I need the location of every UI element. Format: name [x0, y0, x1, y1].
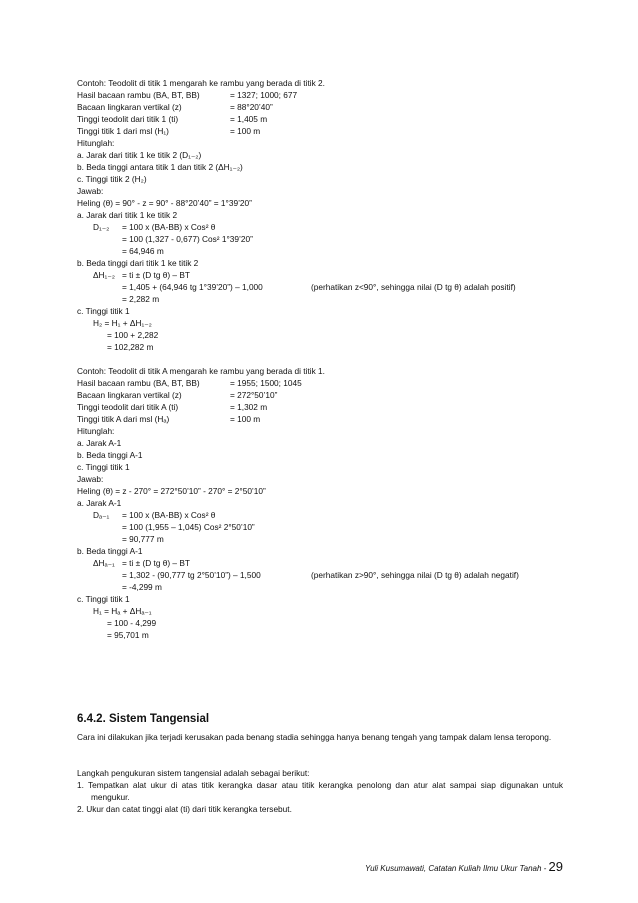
example2-b-note: (perhatikan z>90°, sehingga nilai (D tg θ) adalah negatif)	[311, 570, 519, 580]
example2-param-value: = 272°50’10”	[230, 390, 278, 400]
step-item: 2. Ukur dan catat tinggi alat (ti) dari titik kerangka tersebut.	[77, 804, 292, 814]
example2-b-line: = -4,299 m	[122, 582, 162, 592]
example2-hitunglah: Hitunglah:	[77, 426, 115, 436]
example2-task: b. Beda tinggi A-1	[77, 450, 143, 460]
example2-b-line: = ti ± (D tg θ) – BT	[122, 558, 190, 568]
page-footer	[365, 859, 563, 874]
example1-param-label: Tinggi teodolit dari titik 1 (ti)	[77, 114, 179, 124]
example2-c-line: = 100 - 4,299	[107, 618, 157, 628]
example2-b-label: ΔHₐ₋₁	[93, 558, 115, 568]
example1-b-label: ΔH₁₋₂	[93, 270, 115, 280]
example2-intro: Contoh: Teodolit di titik A mengarah ke rambu yang berada di titik 1.	[77, 366, 325, 376]
example1-c-line: = 102,282 m	[107, 342, 154, 352]
example2-param-label: Hasil bacaan rambu (BA, BT, BB)	[77, 378, 200, 388]
example2-task: c. Tinggi titik 1	[77, 462, 130, 472]
example2-b-title: b. Beda tinggi A-1	[77, 546, 143, 556]
example1-a-line: = 100 x (BA-BB) x Cos² θ	[122, 222, 216, 232]
example1-b-note: (perhatikan z<90°, sehingga nilai (D tg θ) adalah positif)	[311, 282, 516, 292]
example1-b-line: = ti ± (D tg θ) – BT	[122, 270, 190, 280]
example1-a-label: D₁₋₂	[93, 222, 110, 232]
step-item: 1. Tempatkan alat ukur di atas titik kerangka dasar atau titik kerangka penolong dan atur alat sampai siap digunakan untuk mengukur.	[77, 780, 563, 802]
example2-task: a. Jarak A-1	[77, 438, 122, 448]
example1-param-label: Bacaan lingkaran vertikal (z)	[77, 102, 182, 112]
footer-text: Yuli Kusumawati, Catatan Kuliah Ilmu Ukur Tanah -	[365, 864, 549, 873]
example2-c-line: = 95,701 m	[107, 630, 149, 640]
example2-param-value: = 1,302 m	[230, 402, 268, 412]
example1-b-title: b. Beda tinggi dari titik 1 ke titik 2	[77, 258, 199, 268]
example2-param-label: Tinggi teodolit dari titik A (ti)	[77, 402, 179, 412]
example1-c-line: = 100 + 2,282	[107, 330, 159, 340]
example2-a-line: = 100 x (BA-BB) x Cos² θ	[122, 510, 216, 520]
example2-a-label: Dₐ₋₁	[93, 510, 110, 520]
example2-param-value: = 100 m	[230, 414, 261, 424]
example1-param-value: = 1,405 m	[230, 114, 268, 124]
example1-jawab: Jawab:	[77, 186, 104, 196]
example2-param-value: = 1955; 1500; 1045	[230, 378, 302, 388]
example1-hitunglah: Hitunglah:	[77, 138, 115, 148]
example2-a-title: a. Jarak A-1	[77, 498, 122, 508]
example2-a-line: = 90,777 m	[122, 534, 164, 544]
section-heading: 6.4.2. Sistem Tangensial	[77, 713, 210, 725]
example1-b-line: = 2,282 m	[122, 294, 160, 304]
paragraph: Cara ini dilakukan jika terjadi kerusakan pada benang stadia sehingga hanya benang tengah yang tampak dalam lensa teropong.	[77, 732, 552, 742]
example1-param-value: = 1327; 1000; 677	[230, 90, 298, 100]
example1-heling: Heling (θ) = 90° - z = 90° - 88°20’40” = 1°39’20”	[77, 198, 252, 208]
example2-jawab: Jawab:	[77, 474, 104, 484]
example2-heling: Heling (θ) = z - 270° = 272°50’10” - 270° = 2°50’10”	[77, 486, 266, 496]
example1-c-title: c. Tinggi titik 1	[77, 306, 130, 316]
example1-param-value: = 100 m	[230, 126, 261, 136]
example1-a-title: a. Jarak dari titik 1 ke titik 2	[77, 210, 178, 220]
example1-param-label: Tinggi titik 1 dari msl (H₁)	[77, 126, 169, 136]
example2-param-label: Tinggi titik A dari msl (Hₐ)	[77, 414, 170, 424]
example1-a-line: = 100 (1,327 - 0,677) Cos² 1°39’20”	[122, 234, 253, 244]
example1-param-label: Hasil bacaan rambu (BA, BT, BB)	[77, 90, 200, 100]
example1-a-line: = 64,946 m	[122, 246, 164, 256]
example2-b-line: = 1,302 - (90,777 tg 2°50’10”) – 1,500	[122, 570, 261, 580]
example1-intro: Contoh: Teodolit di titik 1 mengarah ke rambu yang berada di titik 2.	[77, 78, 325, 88]
example1-b-line: = 1,405 + (64,946 tg 1°39’20”) – 1,000	[122, 282, 263, 292]
example2-a-line: = 100 (1,955 – 1,045) Cos² 2°50’10”	[122, 522, 255, 532]
example2-c-line: H₁ = Hₐ + ΔHₐ₋₁	[93, 606, 152, 616]
page-number: 29	[548, 859, 563, 874]
example1-c-line: H₂ = H₁ + ΔH₁₋₂	[93, 318, 152, 328]
example1-task: a. Jarak dari titik 1 ke titik 2 (D₁₋₂)	[77, 150, 202, 160]
example2-c-title: c. Tinggi titik 1	[77, 594, 130, 604]
example1-task: c. Tinggi titik 2 (H₂)	[77, 174, 147, 184]
example1-param-value: = 88°20’40”	[230, 102, 273, 112]
paragraph: Langkah pengukuran sistem tangensial adalah sebagai berikut:	[77, 768, 310, 778]
example2-param-label: Bacaan lingkaran vertikal (z)	[77, 390, 182, 400]
example1-task: b. Beda tinggi antara titik 1 dan titik 2 (ΔH₁₋₂)	[77, 162, 243, 172]
